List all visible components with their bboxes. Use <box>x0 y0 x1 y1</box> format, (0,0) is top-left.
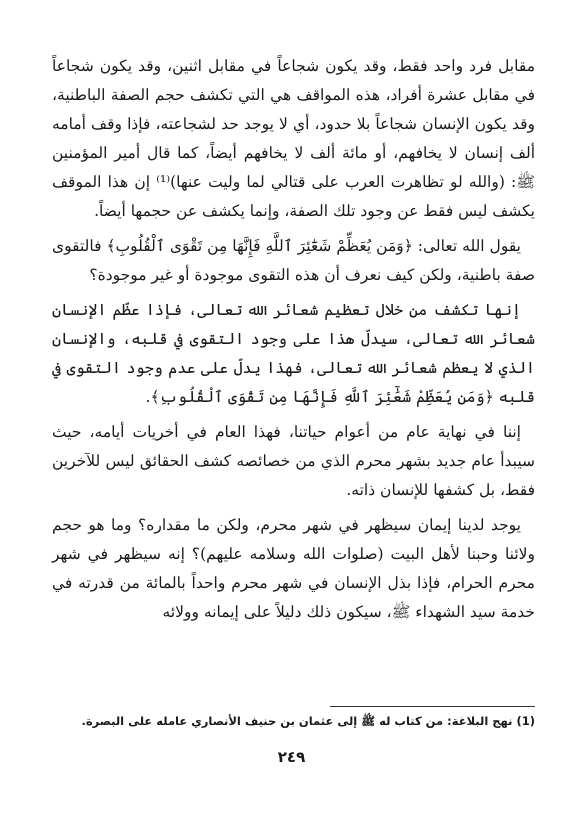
footnote-divider <box>330 706 535 707</box>
paragraph-5: يوجد لدينا إيمان سيظهر في شهر محرم، ولكن ما مقداره؟ وما هو حجم ولائنا وحبنا لأهل البيت (صلوات الله وسلامه عليهم)؟ إنه سيظهر في شهر محرم الحرام، فإذا بذل الإنسان في شهر محرم واحداً بالمائة من قدرته في خدمة سيد الشهداء ﷺ، سيكون ذلك دليلاً على إيمانه وولائه <box>52 516 535 621</box>
paragraph-1: مقابل فرد واحد فقط، وقد يكون شجاعاً في مقابل اثنين، وقد يكون شجاعاً في مقابل عشرة أفراد، هذه المواقف هي التي تكشف حجم الصفة الباطنية، وقد يكون الإنسان شجاعاً بلا حدود، أي لا يوجد حد لشجاعته، فإذا وقف أمامه ألف إنسان لا يخافهم، أو مائة ألف لا يخافهم أيضاً، كما قال أمير المؤمنين ﷺ: (والله لو تظاهرت العرب على قتالي لما وليت عنها)⁽¹⁾ إن هذا الموقف يكشف ليس فقط عن وجود تلك الصفة، وإنما يكشف عن حجمها أيضاً. <box>52 57 535 220</box>
footnote: (1) نهج البلاغة: من كتاب له ﷺ إلى عثمان بن حنيف الأنصاري عامله على البصرة. <box>81 714 535 728</box>
page-body <box>52 52 535 627</box>
paragraph-2: يقول الله تعالى: ﴿وَمَن يُعَظِّمْ شَعَٰٓئِرَ ٱللَّهِ فَإِنَّهَا مِن تَقْوَى ٱلْقُلُوبِ﴾ فالتقوى صفة باطنية، ولكن كيف نعرف أن هذه التقوى موجودة أو غير موجودة؟ <box>52 237 535 284</box>
paragraph-4: إننا في نهاية عام من أعوام حياتنا، فهذا العام في أخريات أيامه، حيث سيبدأ عام جديد بشهر محرم الذي من خصائصه كشف الحقائق ليس للآخرين فقط، بل كشفها للإنسان ذاته. <box>52 423 535 499</box>
page-number: ٢٤٩ <box>277 748 306 766</box>
paragraph-3: إنها تكشف من خلال تعظيم شعائر الله تعالى، فإذا عظّم الإنسان شعائر الله تعالى، سيدلّ هذا على وجود التقوى في قلبه، والإنسان الذي لا يعظم شعائر الله تعالى، فهذا يدلّ على عدم وجود التقوى في قلبه ﴿وَمَن يُعَظِّمْ شَعَٰٓئِرَ ٱللَّهِ فَإِنَّهَا مِن تَقْوَى ٱلْقُلُوبِ﴾. <box>52 301 535 406</box>
